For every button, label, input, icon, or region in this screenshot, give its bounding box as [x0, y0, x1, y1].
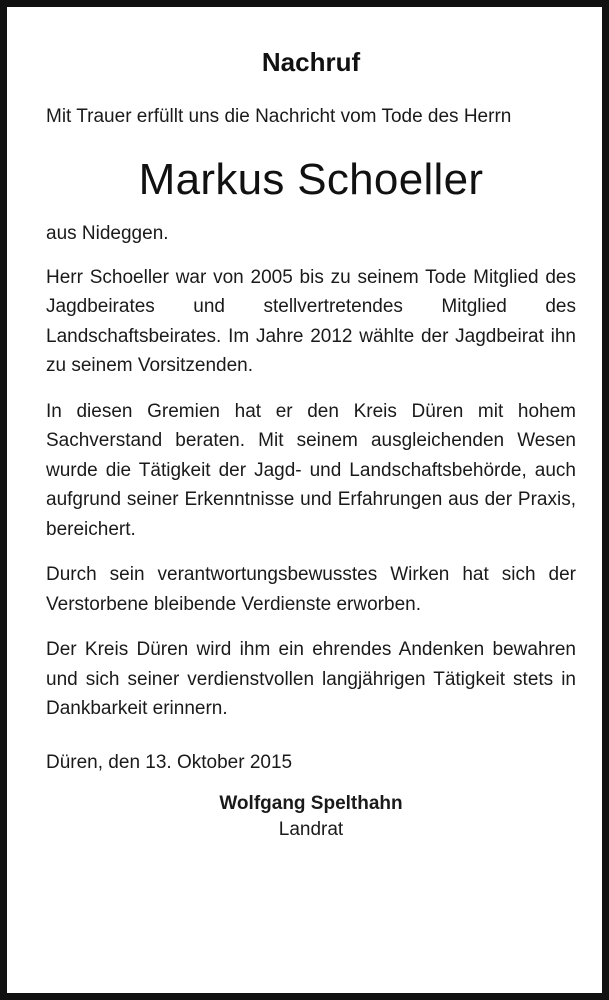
signatory-title: Landrat — [278, 818, 344, 840]
notice-paragraph-4: Der Kreis Düren wird ihm ein ehrendes Andenken bewahren und sich seiner verdienstvollen langjährigen Tätigkeit stets in Dankbarkeit erinnern. — [46, 639, 576, 719]
notice-paragraph-3: Durch sein verantwortungsbewusstes Wirken hat sich der Verstorbene bleibende Verdienste erworben. — [46, 564, 576, 615]
notice-intro: Mit Trauer erfüllt uns die Nachricht vom Tode des Herrn — [46, 106, 512, 127]
notice-date-line: Düren, den 13. Oktober 2015 — [46, 751, 293, 773]
notice-paragraph-2: In diesen Gremien hat er den Kreis Düren mit hohem Sachverstand beraten. Mit seinem ausgleichenden Wesen wurde die Tätigkeit der Jagd- und Landschaftsbehörde, auch aufgrund seiner Erkenntnisse und Erfahrungen aus der Praxis, bereichert. — [46, 400, 576, 540]
notice-heading: Nachruf — [261, 47, 361, 77]
obituary-notice-content — [46, 42, 576, 843]
signatory-name: Wolfgang Spelthahn — [219, 792, 403, 814]
deceased-origin: aus Nideggen. — [46, 223, 169, 244]
notice-paragraph-1: Herr Schoeller war von 2005 bis zu seinem Tode Mitglied des Jagdbeirates und stellvertretendes Mitglied des Landschaftsbeirates. Im Jahre 2012 wählte der Jagdbeirat ihn zu seinem Vorsitzenden. — [46, 266, 576, 376]
deceased-name: Markus Schoeller — [138, 155, 484, 204]
